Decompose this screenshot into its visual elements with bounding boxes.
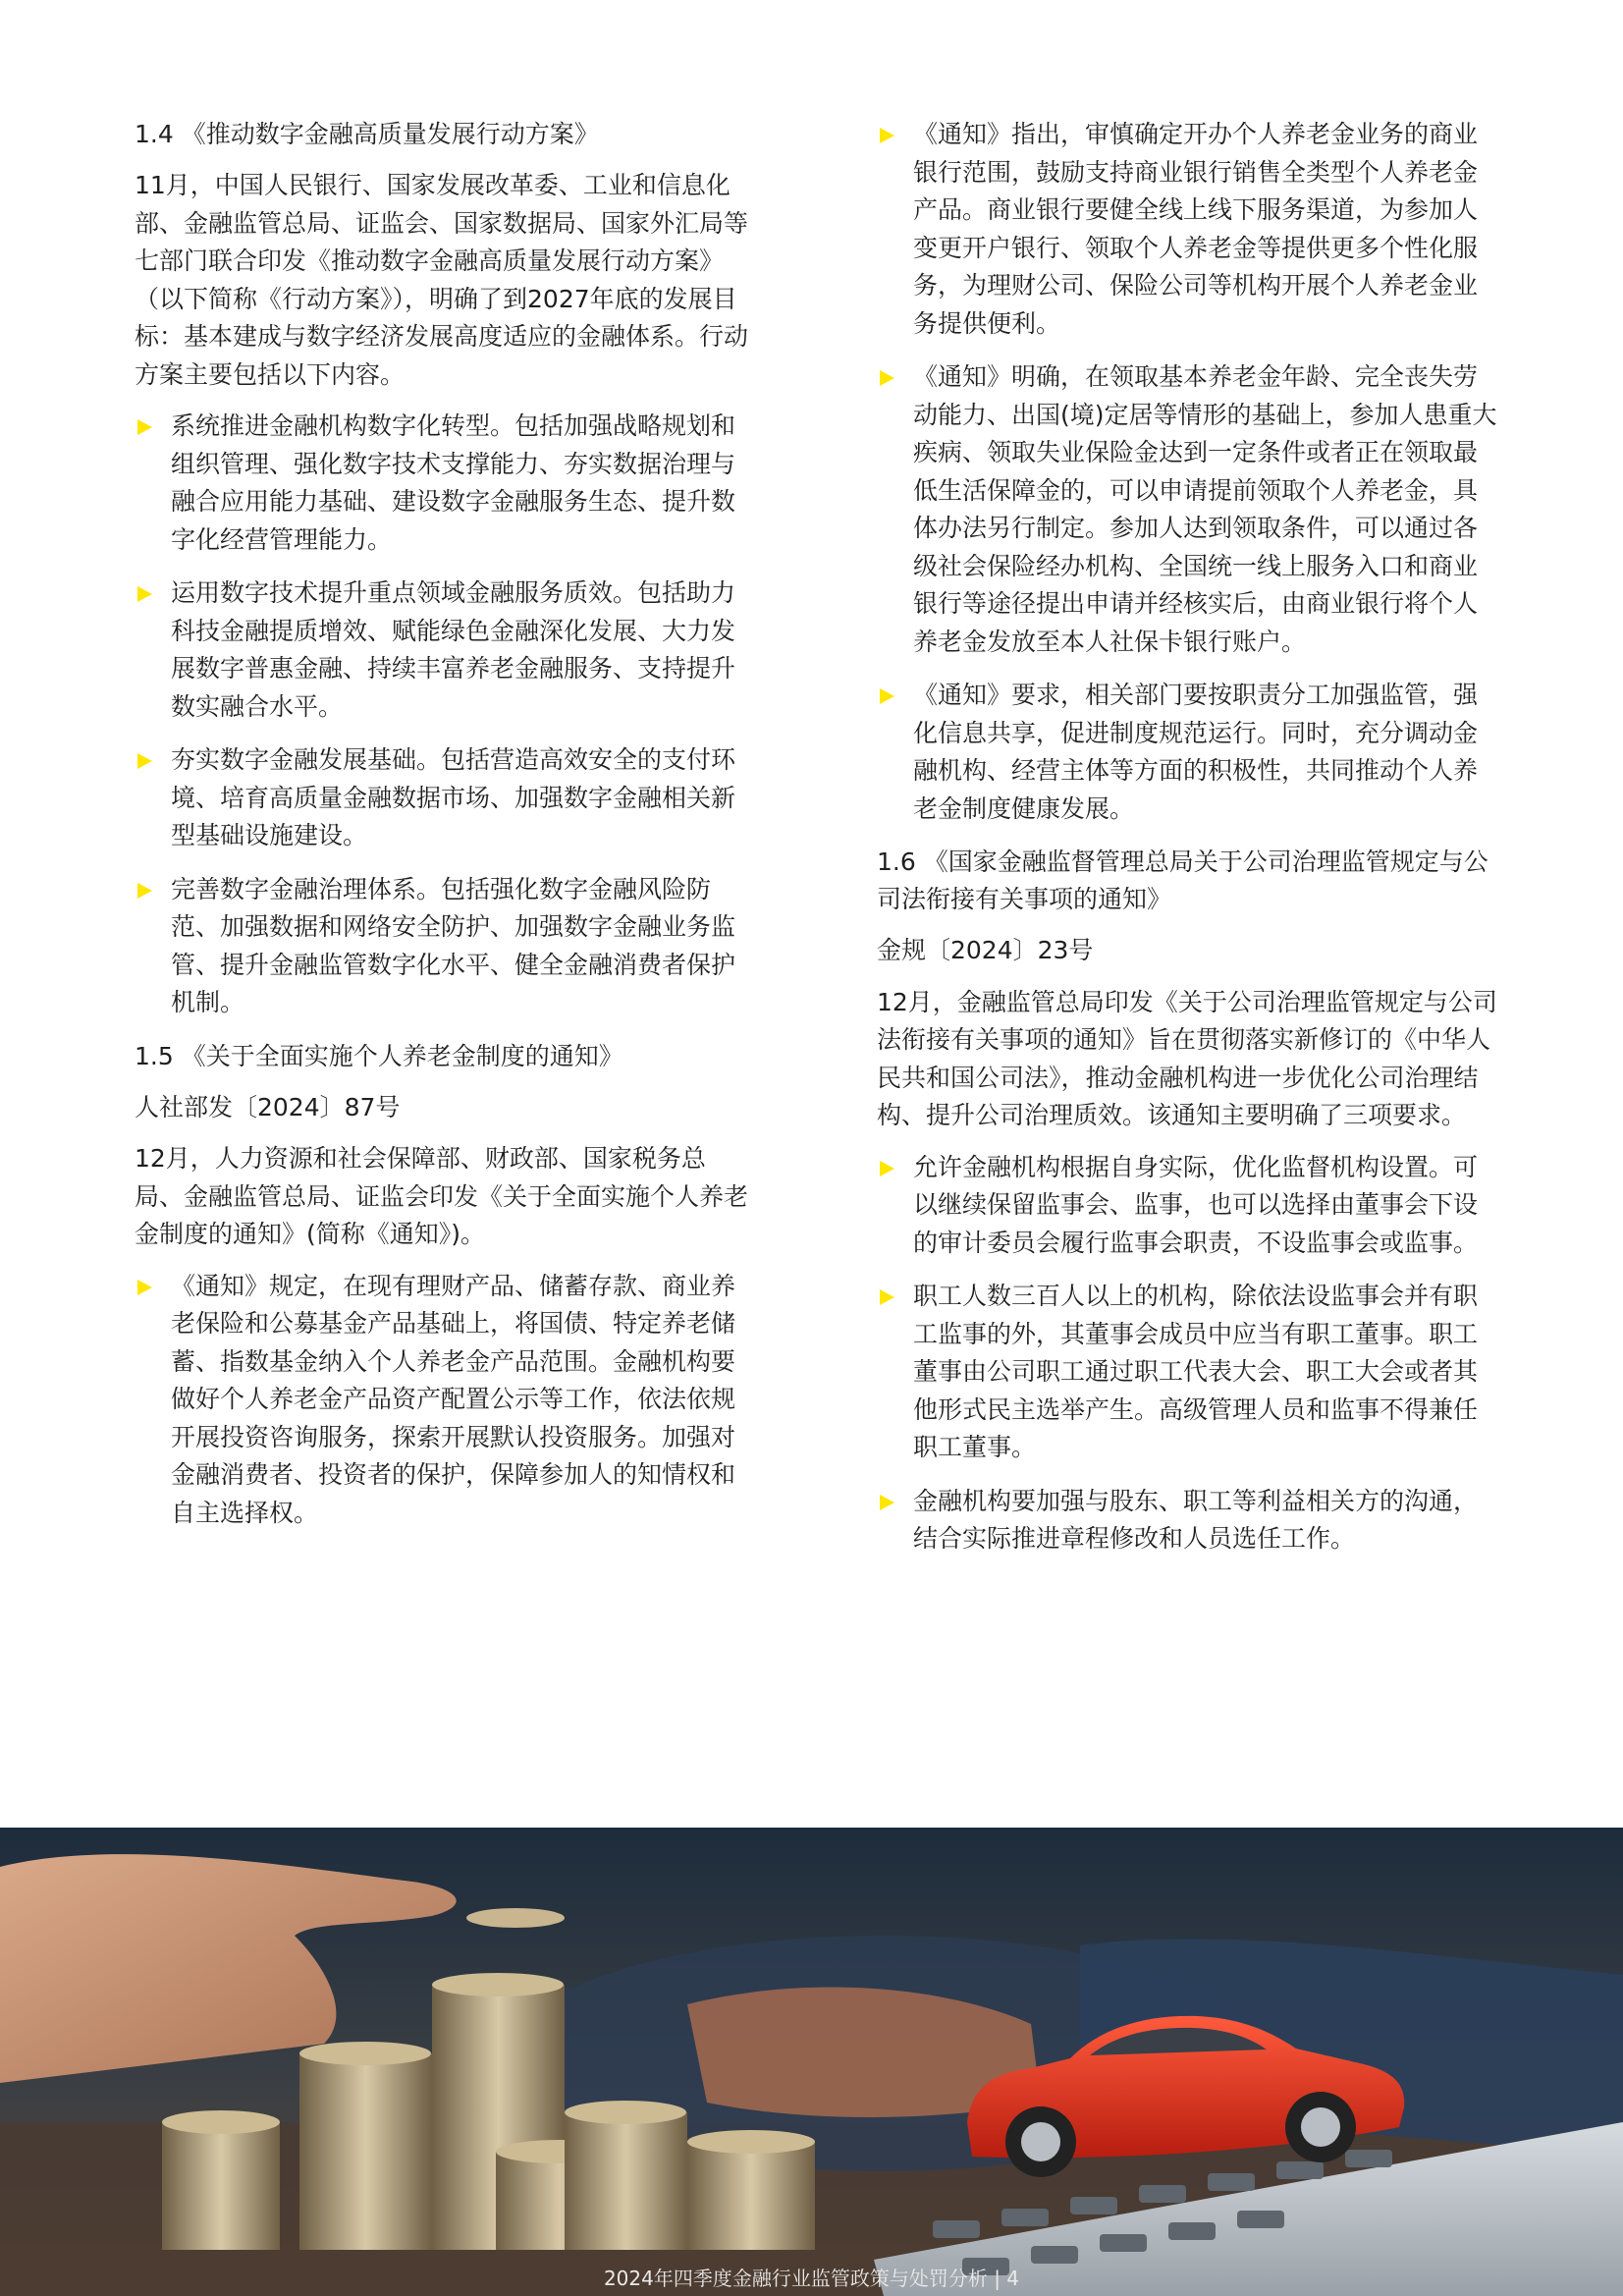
- triangle-bullet-icon: [137, 419, 152, 435]
- triangle-bullet-icon: [880, 370, 894, 386]
- section-1-6-body: 12月，金融监管总局印发《关于公司治理监管规定与公司法衔接有关事项的通知》旨在贯彻落实新修订的《中华人民共和国公司法》，推动金融机构进一步优化公司治理结构、提升公司治理质效。该通知主要明确了三项要求。: [877, 987, 1497, 1129]
- bullet-text: 职工人数三百人以上的机构，除依法设监事会并有职工监事的外，其董事会成员中应当有职工董事。职工董事由公司职工通过职工代表大会、职工大会或者其他形式民主选举产生。高级管理人员和监事不得兼任职工董事。: [913, 1282, 1479, 1461]
- left-column: [135, 116, 748, 1548]
- bullet-item: [877, 116, 1497, 343]
- bullet-item: [877, 1483, 1497, 1558]
- triangle-bullet-icon: [880, 1495, 894, 1510]
- triangle-bullet-icon: [137, 586, 152, 602]
- bullet-item: [135, 1268, 748, 1533]
- bullet-item: [135, 574, 748, 726]
- section-1-5-doc-number: 人社部发〔2024〕87号: [135, 1092, 401, 1121]
- section-1-6-title: 1.6 《国家金融监督管理总局关于公司治理监管规定与公司法衔接有关事项的通知》: [877, 847, 1488, 913]
- bullet-item: [877, 1278, 1497, 1467]
- bullet-text: 《通知》明确，在领取基本养老金年龄、完全丧失劳动能力、出国(境)定居等情形的基础上，参加人患重大疾病、领取失业保险金达到一定条件或者正在领取最低生活保障金的，可以申请提前领取个人养老金，具体办法另行制定。参加人达到领取条件，可以通过各级社会保险经办机构、全国统一线上服务入口和商业银行等途径提出申请并经核实后，由商业银行将个人养老金发放至本人社保卡银行账户。: [913, 362, 1497, 656]
- bullet-text: 《通知》要求，相关部门要按职责分工加强监管，强化信息共享，促进制度规范运行。同时，充分调动金融机构、经营主体等方面的积极性，共同推动个人养老金制度健康发展。: [913, 681, 1479, 823]
- section-1-4-title: 1.4 《推动数字金融高质量发展行动方案》: [135, 120, 599, 148]
- triangle-bullet-icon: [880, 688, 894, 704]
- section-1-4-body: 11月，中国人民银行、国家发展改革委、工业和信息化部、金融监管总局、证监会、国家数据局、国家外汇局等七部门联合印发《推动数字金融高质量发展行动方案》（以下简称《行动方案》），明确了到2027年底的发展目标：基本建成与数字经济发展高度适应的金融体系。行动方案主要包括以下内容。: [135, 171, 749, 389]
- bullet-text: 完善数字金融治理体系。包括强化数字金融风险防范、加强数据和网络安全防护、加强数字金融业务监管、提升金融监管数字化水平、健全金融消费者保护机制。: [171, 874, 736, 1016]
- bullet-text: 金融机构要加强与股东、职工等利益相关方的沟通，结合实际推进章程修改和人员选任工作。: [913, 1486, 1479, 1553]
- bullet-item: [877, 677, 1497, 828]
- triangle-bullet-icon: [137, 1280, 152, 1295]
- triangle-bullet-icon: [137, 753, 152, 769]
- page-footer: 2024年四季度金融行业监管政策与处罚分析 | 4: [603, 2267, 1020, 2290]
- triangle-bullet-icon: [880, 1161, 894, 1176]
- section-1-5-title: 1.5 《关于全面实施个人养老金制度的通知》: [135, 1041, 623, 1070]
- section-1-6-doc-number: 金规〔2024〕23号: [877, 936, 1094, 964]
- coins-and-car-photo: [0, 1828, 1623, 2296]
- triangle-bullet-icon: [137, 883, 152, 899]
- section-1-5-body: 12月，人力资源和社会保障部、财政部、国家税务总局、金融监管总局、证监会印发《关于全面实施个人养老金制度的通知》(简称《通知》)。: [135, 1144, 749, 1248]
- bullet-item: [135, 871, 748, 1022]
- triangle-bullet-icon: [880, 1289, 894, 1305]
- bullet-text: 《通知》指出，审慎确定开办个人养老金业务的商业银行范围，鼓励支持商业银行销售全类型个人养老金产品。商业银行要健全线上线下服务渠道，为参加人变更开户银行、领取个人养老金等提供更多个性化服务，为理财公司、保险公司等机构开展个人养老金业务提供便利。: [913, 120, 1479, 338]
- bullet-text: 夯实数字金融发展基础。包括营造高效安全的支付环境、培育高质量金融数据市场、加强数字金融相关新型基础设施建设。: [171, 745, 736, 849]
- bullet-item: [877, 358, 1497, 661]
- bullet-item: [877, 1149, 1497, 1263]
- bullet-text: 系统推进金融机构数字化转型。包括加强战略规划和组织管理、强化数字技术支撑能力、夯实数据治理与融合应用能力基础、建设数字金融服务生态、提升数字化经营管理能力。: [171, 411, 736, 554]
- bullet-item: [135, 408, 748, 559]
- bullet-item: [135, 741, 748, 855]
- bullet-text: 运用数字技术提升重点领域金融服务质效。包括助力科技金融提质增效、赋能绿色金融深化发展、大力发展数字普惠金融、持续丰富养老金融服务、支持提升数实融合水平。: [171, 578, 736, 721]
- right-column: [877, 116, 1497, 1574]
- bullet-text: 《通知》规定，在现有理财产品、储蓄存款、商业养老保险和公募基金产品基础上，将国债、特定养老储蓄、指数基金纳入个人养老金产品范围。金融机构要做好个人养老金产品资产配置公示等工作，依法依规开展投资咨询服务，探索开展默认投资服务。加强对金融消费者、投资者的保护，保障参加人的知情权和自主选择权。: [171, 1271, 736, 1527]
- triangle-bullet-icon: [880, 128, 894, 143]
- bullet-text: 允许金融机构根据自身实际，优化监督机构设置。可以继续保留监事会、监事，也可以选择由董事会下设的审计委员会履行监事会职责，不设监事会或监事。: [913, 1152, 1479, 1257]
